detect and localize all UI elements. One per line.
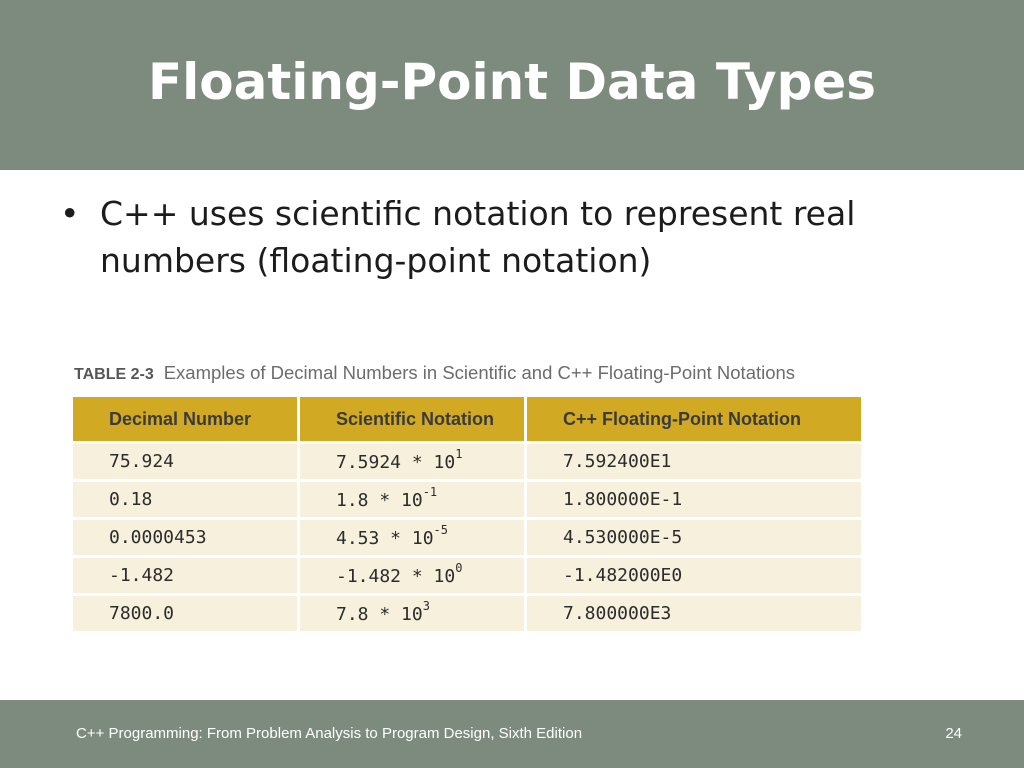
table-row bbox=[73, 444, 861, 482]
footer-bar bbox=[0, 700, 1024, 768]
bullet-text: C++ uses scientific notation to represent real numbers (floating-point notation) bbox=[100, 194, 856, 280]
cell-scientific: $7.5924 * 10^1$ bbox=[300, 444, 527, 482]
table-row bbox=[73, 558, 861, 596]
cell-decimal: -1.482 bbox=[73, 558, 300, 596]
header-decimal-number: Decimal Number bbox=[73, 397, 300, 444]
cell-scientific: $7.8 * 10^3$ bbox=[300, 596, 527, 634]
cell-cpp: 4.530000E-5 bbox=[527, 520, 861, 558]
cell-decimal: 75.924 bbox=[73, 444, 300, 482]
title-bar bbox=[0, 0, 1024, 170]
cell-decimal: 7800.0 bbox=[73, 596, 300, 634]
cell-scientific: $4.53 * 10^{-5}$ bbox=[300, 520, 527, 558]
table-caption bbox=[74, 362, 795, 384]
header-cpp-notation: C++ Floating-Point Notation bbox=[527, 397, 861, 444]
cell-cpp: -1.482000E0 bbox=[527, 558, 861, 596]
cell-cpp: 1.800000E-1 bbox=[527, 482, 861, 520]
table-caption-text: Examples of Decimal Numbers in Scientific and C++ Floating-Point Notations bbox=[163, 362, 796, 383]
table-row bbox=[73, 596, 861, 634]
table-caption-label: TABLE 2-3 bbox=[74, 366, 154, 383]
cell-decimal: 0.18 bbox=[73, 482, 300, 520]
bullet-point bbox=[60, 190, 940, 284]
cell-decimal: 0.0000453 bbox=[73, 520, 300, 558]
table-row bbox=[73, 482, 861, 520]
page-number: 24 bbox=[945, 725, 962, 742]
notation-table bbox=[73, 397, 861, 634]
cell-scientific: $1.8 * 10^{-1}$ bbox=[300, 482, 527, 520]
footer-text: C++ Programming: From Problem Analysis to Program Design, Sixth Edition bbox=[76, 725, 583, 742]
cell-cpp: 7.592400E1 bbox=[527, 444, 861, 482]
table-header-row bbox=[73, 397, 861, 444]
slide-title: Floating-Point Data Types bbox=[147, 53, 877, 111]
header-scientific-notation: Scientific Notation bbox=[300, 397, 527, 444]
cell-cpp: 7.800000E3 bbox=[527, 596, 861, 634]
bullet-icon: • bbox=[60, 194, 80, 233]
cell-scientific: $-1.482 * 10^0$ bbox=[300, 558, 527, 596]
table-row bbox=[73, 520, 861, 558]
